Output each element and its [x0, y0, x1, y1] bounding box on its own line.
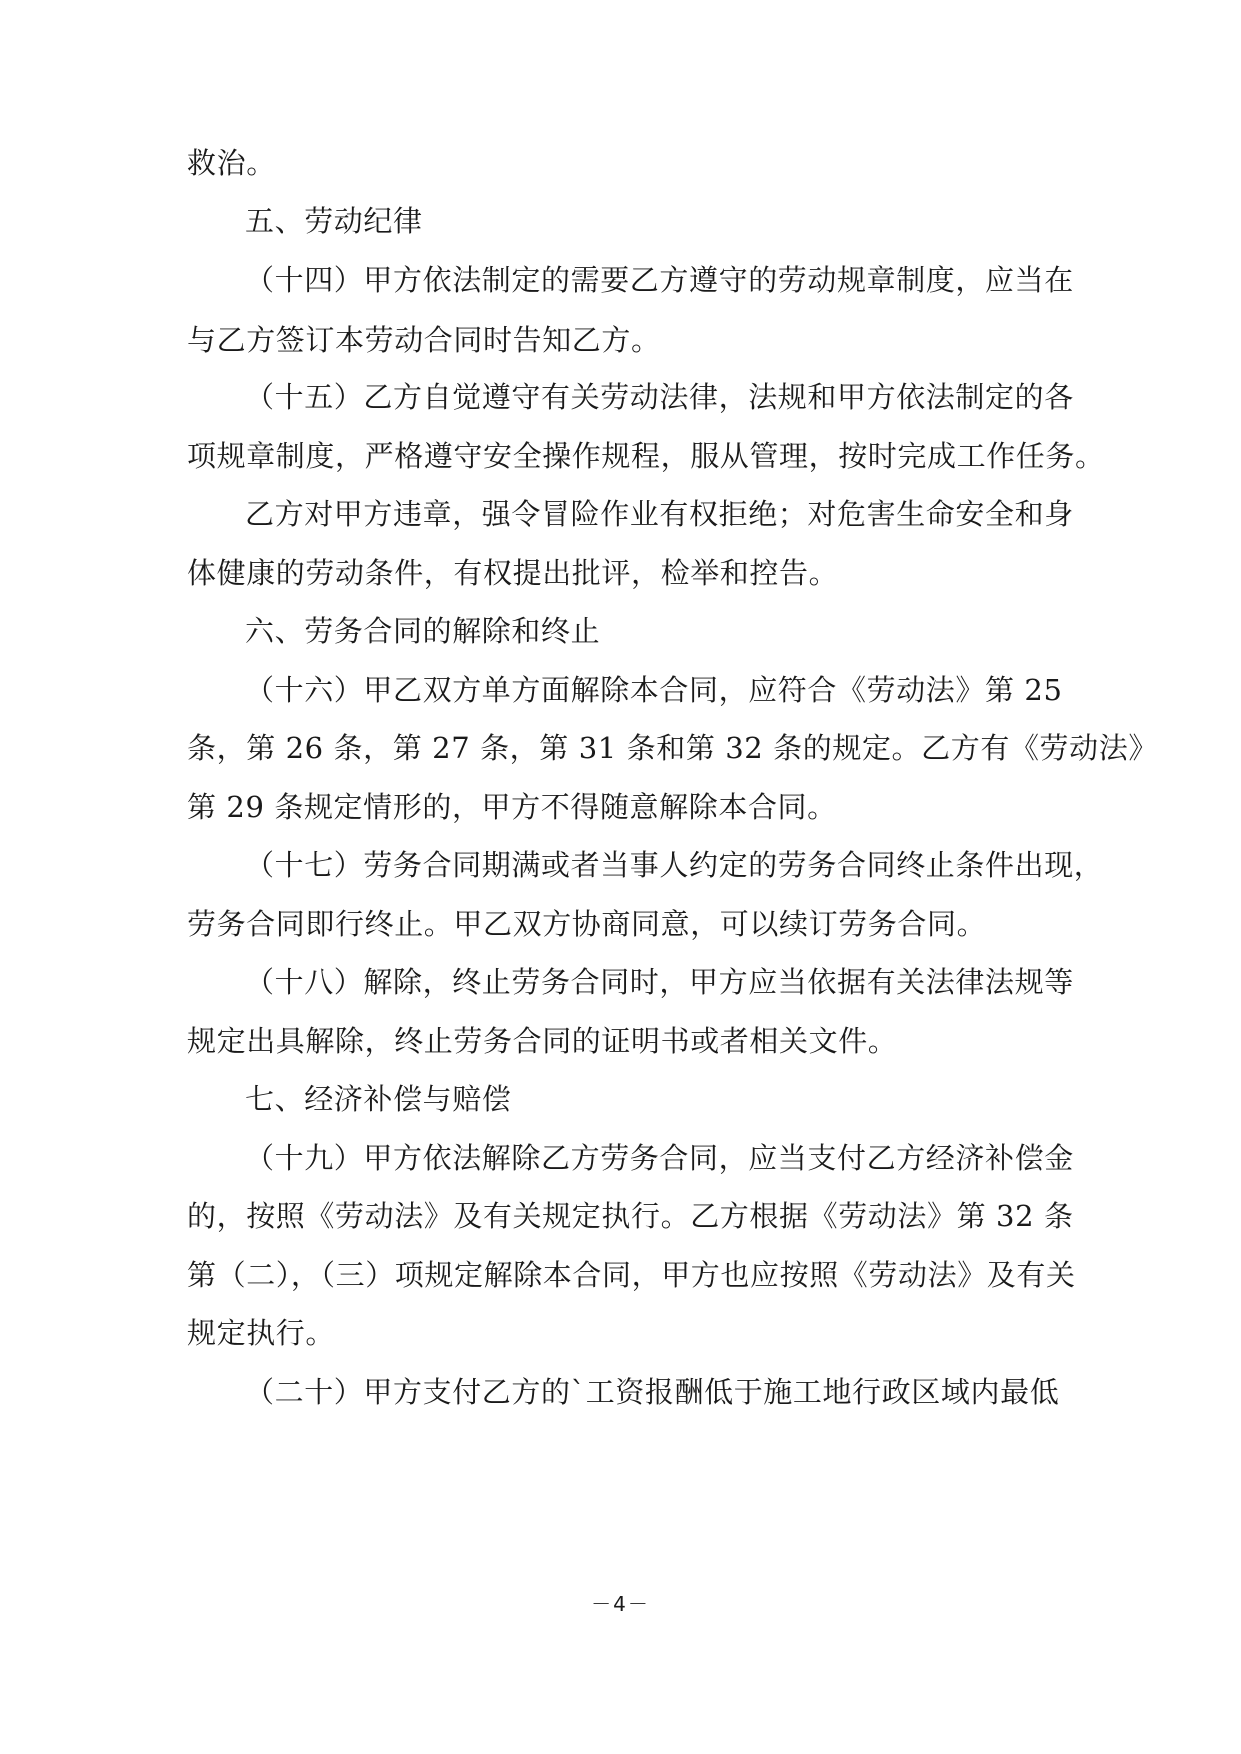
text-line: 的，按照《劳动法》及有关规定执行。乙方根据《劳动法》第 32 条 [187, 1199, 1074, 1233]
page-number: －4－ [591, 1592, 650, 1616]
section-heading: 六、劳务合同的解除和终止 [245, 614, 601, 648]
text-line: 规定执行。 [187, 1316, 336, 1350]
text-line: 规定出具解除，终止劳务合同的证明书或者相关文件。 [187, 1024, 898, 1058]
text-line: 条，第 26 条，第 27 条，第 31 条和第 32 条的规定。乙方有《劳动法》 [187, 731, 1158, 765]
text-line: 体健康的劳动条件，有权提出批评，检举和控告。 [187, 556, 839, 590]
section-heading: 五、劳动纪律 [245, 204, 423, 238]
text-line: 乙方对甲方违章，强令冒险作业有权拒绝；对危害生命安全和身 [245, 497, 1074, 531]
text-line: 与乙方签订本劳动合同时告知乙方。 [187, 323, 661, 357]
text-line: （十九）甲方依法解除乙方劳务合同，应当支付乙方经济补偿金 [245, 1141, 1074, 1175]
text-line: 第（二），（三）项规定解除本合同，甲方也应按照《劳动法》及有关 [187, 1258, 1076, 1292]
section-heading: 七、经济补偿与赔偿 [245, 1082, 512, 1116]
text-line: （十五）乙方自觉遵守有关劳动法律，法规和甲方依法制定的各 [245, 380, 1074, 414]
text-line: 劳务合同即行终止。甲乙双方协商同意，可以续订劳务合同。 [187, 907, 987, 941]
text-line: （十八）解除，终止劳务合同时，甲方应当依据有关法律法规等 [245, 965, 1074, 999]
text-line: 项规章制度，严格遵守安全操作规程，服从管理，按时完成工作任务。 [187, 439, 1105, 473]
text-line: （十七）劳务合同期满或者当事人约定的劳务合同终止条件出现， [245, 848, 1104, 882]
text-line: 第 29 条规定情形的，甲方不得随意解除本合同。 [187, 790, 837, 824]
text-line: （十四）甲方依法制定的需要乙方遵守的劳动规章制度，应当在 [245, 263, 1074, 297]
text-line: （二十）甲方支付乙方的`工资报酬低于施工地行政区域内最低 [245, 1375, 1060, 1409]
text-line: 救治。 [187, 146, 276, 180]
text-line: （十六）甲乙双方单方面解除本合同，应符合《劳动法》第 25 [245, 673, 1063, 707]
